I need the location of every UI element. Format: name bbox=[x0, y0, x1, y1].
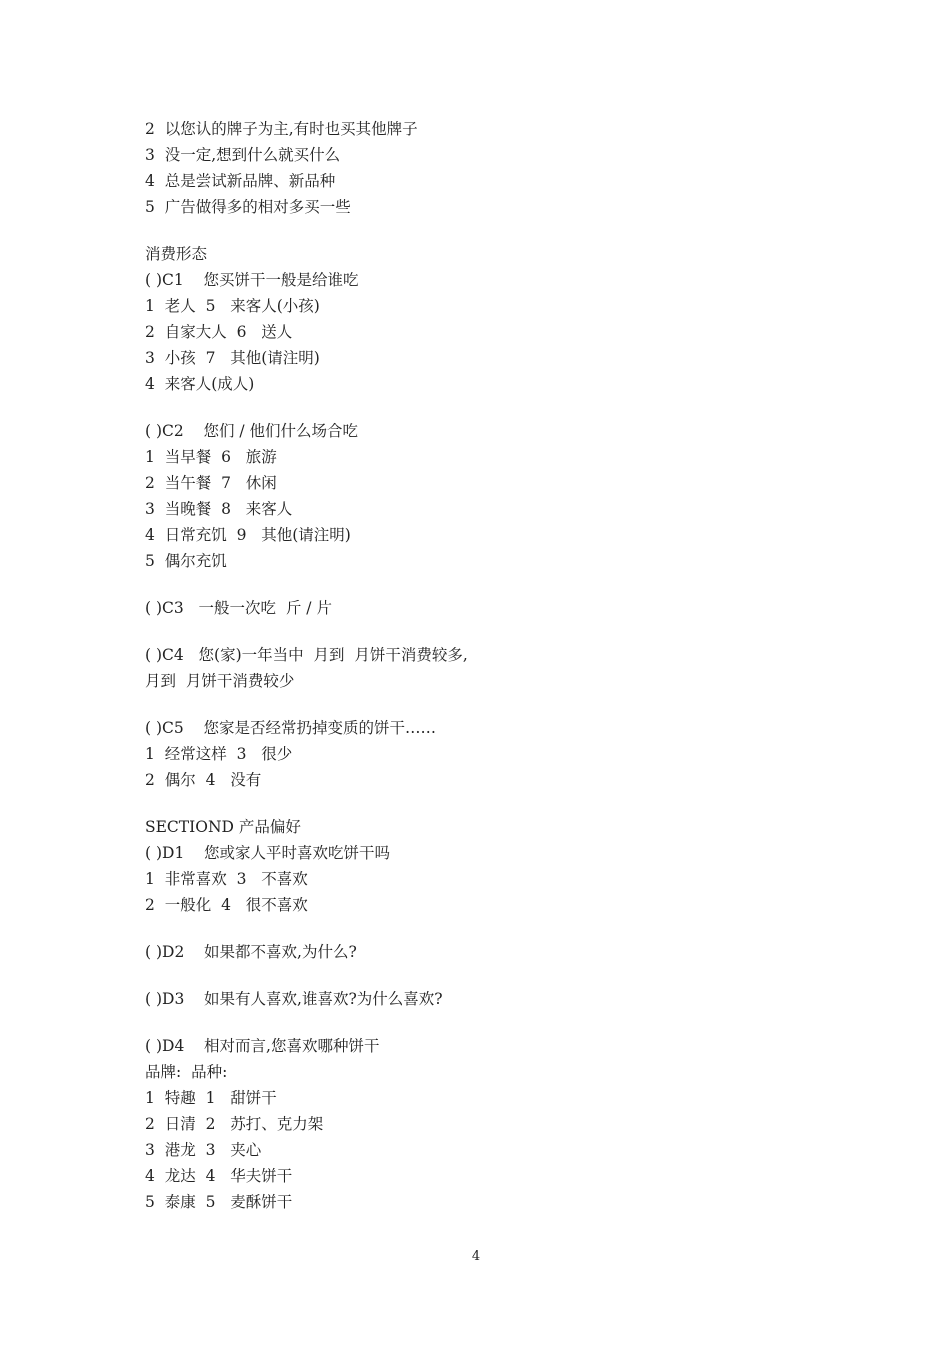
option-line: 4 龙达 4 华夫饼干 bbox=[145, 1167, 293, 1185]
option-line: 1 老人 5 来客人(小孩) bbox=[145, 297, 320, 315]
brand-loyalty-options bbox=[145, 116, 845, 220]
option-line: 1 非常喜欢 3 不喜欢 bbox=[145, 870, 308, 888]
option-line: 5 泰康 5 麦酥饼干 bbox=[145, 1193, 293, 1211]
question-c1 bbox=[145, 241, 845, 397]
option-line: 2 日清 2 苏打、克力架 bbox=[145, 1115, 324, 1133]
option-line: 2 偶尔 4 没有 bbox=[145, 771, 262, 789]
question-d2 bbox=[145, 939, 845, 965]
question-d4 bbox=[145, 1033, 845, 1215]
option-line: 5 偶尔充饥 bbox=[145, 552, 227, 570]
option-line: 2 当午餐 7 休闲 bbox=[145, 474, 277, 492]
question-d1 bbox=[145, 814, 845, 918]
option-line: 1 特趣 1 甜饼干 bbox=[145, 1089, 277, 1107]
question-text: ( )D1 您或家人平时喜欢吃饼干吗 bbox=[145, 844, 391, 862]
column-headers: 品牌: 品种: bbox=[145, 1063, 228, 1081]
question-text: ( )C5 您家是否经常扔掉变质的饼干…… bbox=[145, 719, 436, 737]
option-line: 2 自家大人 6 送人 bbox=[145, 323, 293, 341]
option-line: 3 港龙 3 夹心 bbox=[145, 1141, 262, 1159]
option-line: 2 以您认的牌子为主,有时也买其他牌子 bbox=[145, 120, 418, 138]
option-line: 4 来客人(成人) bbox=[145, 375, 255, 393]
option-line: 5 广告做得多的相对多买一些 bbox=[145, 198, 351, 216]
question-text-continued: 月到 月饼干消费较少 bbox=[145, 672, 295, 690]
questionnaire-body bbox=[145, 116, 845, 1215]
question-text: ( )C4 您(家)一年当中 月到 月饼干消费较多, bbox=[145, 646, 468, 664]
option-line: 2 一般化 4 很不喜欢 bbox=[145, 896, 308, 914]
question-c2 bbox=[145, 418, 845, 574]
question-text: ( )D2 如果都不喜欢,为什么? bbox=[145, 943, 357, 961]
option-line: 1 当早餐 6 旅游 bbox=[145, 448, 277, 466]
option-line: 3 小孩 7 其他(请注明) bbox=[145, 349, 320, 367]
question-d3 bbox=[145, 986, 845, 1012]
question-text: ( )C1 您买饼干一般是给谁吃 bbox=[145, 271, 359, 289]
question-c3 bbox=[145, 595, 845, 621]
question-text: ( )C2 您们 / 他们什么场合吃 bbox=[145, 422, 359, 440]
page-number: 4 bbox=[471, 1249, 481, 1264]
option-line: 3 当晚餐 8 来客人 bbox=[145, 500, 293, 518]
option-line: 4 日常充饥 9 其他(请注明) bbox=[145, 526, 351, 544]
question-c5 bbox=[145, 715, 845, 793]
question-c4 bbox=[145, 642, 845, 694]
question-text: ( )D4 相对而言,您喜欢哪种饼干 bbox=[145, 1037, 380, 1055]
option-line: 1 经常这样 3 很少 bbox=[145, 745, 293, 763]
option-line: 4 总是尝试新品牌、新品种 bbox=[145, 172, 336, 190]
section-heading: 消费形态 bbox=[145, 245, 208, 263]
section-heading: SECTIOND 产品偏好 bbox=[145, 818, 301, 836]
question-text: ( )C3 一般一次吃 斤 / 片 bbox=[145, 599, 332, 617]
question-text: ( )D3 如果有人喜欢,谁喜欢?为什么喜欢? bbox=[145, 990, 443, 1008]
option-line: 3 没一定,想到什么就买什么 bbox=[145, 146, 341, 164]
